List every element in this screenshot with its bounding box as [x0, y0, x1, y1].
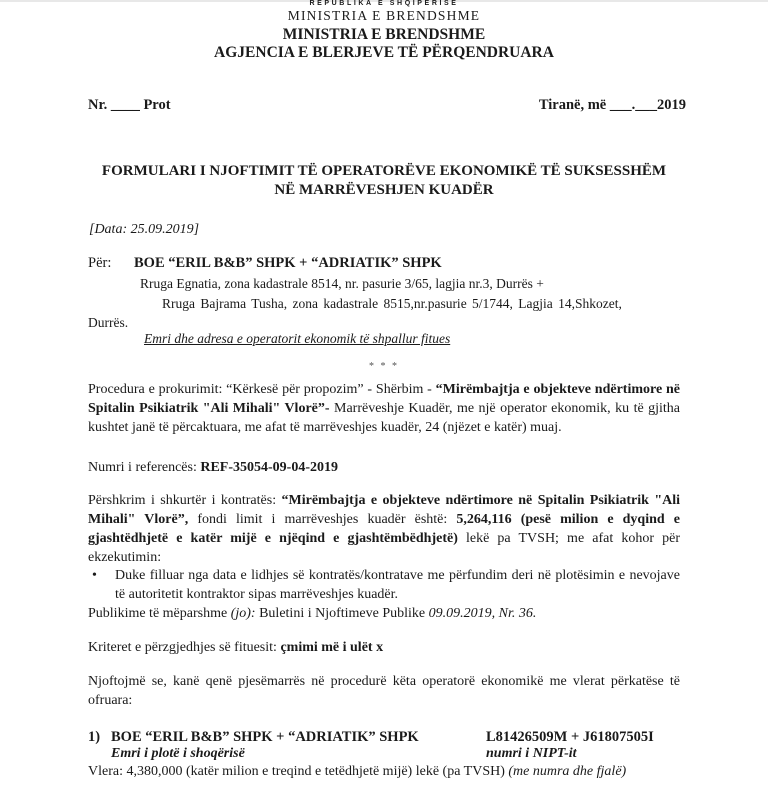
description-paragraph	[88, 491, 680, 567]
section-separator: * * *	[369, 361, 399, 372]
publications-label-italic: (jo):	[230, 606, 256, 621]
description-label: Përshkrim i shkurtër i kontratës:	[88, 493, 282, 508]
fund-label: fondi limit i marrëveshjes kuadër është:	[188, 512, 457, 527]
description-suffix: lekë pa TVSH; me afat kohor për ekzekutimin:	[88, 531, 680, 565]
description-object: “Mirëmbajtja e objekteve ndërtimore në Spitalin Psikiatrik "Ali Mihali" Vlorë”,	[88, 493, 680, 527]
procedure-suffix: Marrëveshje Kuadër, me një operator ekonomik, ku të gjitha kushtet janë të përcaktuara, me afat të marrëveshjes kuadër, 24 (njëzet e katër) muaj.	[88, 401, 681, 435]
publications-date: 09.09.2019, Nr. 36.	[428, 606, 537, 621]
fund-value: 5,264,116 (pesë milion e dyqind e gjashtëdhjetë e katër mijë e njëqind e gjashtëmbëdhjetë)	[88, 512, 680, 546]
recipient-address-line2: Rruga Bajrama Tusha, zona kadastrale 8515,nr.pasurie 5/1744, Lagjia 14,Shkozet,	[162, 296, 622, 311]
form-title-line1: FORMULARI I NJOFTIMIT TË OPERATORËVE EKONOMIKË TË SUKSESSHËM	[101, 163, 667, 179]
operator-nipt-caption: numri i NIPT-it	[486, 746, 577, 761]
header-ministria: MINISTRIA E BRENDSHME	[282, 26, 486, 43]
form-title-line2: NË MARRËVESHJEN KUADËR	[274, 182, 494, 198]
recipient-address-line1: Rruga Egnatia, zona kadastrale 8514, nr. pasurie 3/65, lagjia nr.3, Durrës +	[140, 276, 544, 291]
bullet-icon: •	[92, 568, 97, 583]
procedure-paragraph	[88, 380, 680, 437]
document-date: [Data: 25.09.2019]	[89, 222, 200, 237]
procedure-prefix: Procedura e prokurimit: “Kërkesë për propozim” - Shërbim -	[88, 382, 436, 397]
operator-value-text: Vlera: 4,380,000 (katër milion e treqind e tetëdhjetë mijë) lekë (pa TVSH)	[88, 764, 509, 779]
place-date: Tiranë, më ___.___2019	[538, 97, 686, 113]
header-agjencia: AGJENCIA E BLERJEVE TË PËRQENDRUARA	[214, 44, 554, 61]
procedure-object: “Mirëmbajtja e objekteve ndërtimore në Spitalin Psikiatrik "Ali Mihali" Vlorë”-	[88, 382, 680, 416]
operator-nipt: L81426509M + J61807505I	[486, 729, 654, 745]
header-ministria-small: MINISTRIA E BRENDSHME	[287, 8, 481, 23]
recipient-address-line3: Durrës.	[88, 315, 129, 330]
reference-paragraph	[88, 458, 680, 477]
publications-text: Buletini i Njoftimeve Publike	[255, 606, 429, 621]
publications-paragraph	[88, 604, 680, 623]
operator-name: BOE “ERIL B&B” SHPK + “ADRIATIK” SHPK	[111, 729, 419, 745]
notice-paragraph: Njoftojmë se, kanë qenë pjesëmarrës në procedurë këta operatorë ekonomikë me vlerat përkatëse të ofruara:	[88, 674, 680, 708]
operator-value-note: (me numra dhe fjalë)	[508, 764, 627, 779]
protocol-number: Nr. ____ Prot	[88, 97, 171, 113]
criteria-value: çmimi më i ulët x	[280, 640, 384, 655]
criteria-label: Kriteret e përzgjedhjes së fituesit:	[88, 640, 281, 655]
bullet-text: Duke filluar nga data e lidhjes së kontratës/kontratave me përfundim deri në plotësimin e nevojave të autoritetit kontraktor sipas marrëveshjes kuadër.	[115, 568, 680, 602]
recipient-name: BOE “ERIL B&B” SHPK + “ADRIATIK” SHPK	[134, 255, 442, 271]
criteria-paragraph	[88, 638, 680, 657]
recipient-caption: Emri dhe adresa e operatorit ekonomik të shpallur fitues	[144, 331, 451, 346]
operator-name-caption: Emri i plotë i shoqërisë	[111, 746, 245, 761]
operator-number: 1)	[88, 729, 101, 745]
reference-label: Numri i referencës:	[88, 460, 201, 475]
header-republika: REPUBLIKA E SHQIPËRISË	[309, 0, 459, 7]
publications-label: Publikime të mëparshme	[88, 606, 231, 621]
reference-value: REF-35054-09-04-2019	[200, 460, 338, 475]
recipient-label: Për:	[88, 255, 112, 271]
operator-value	[88, 764, 626, 780]
